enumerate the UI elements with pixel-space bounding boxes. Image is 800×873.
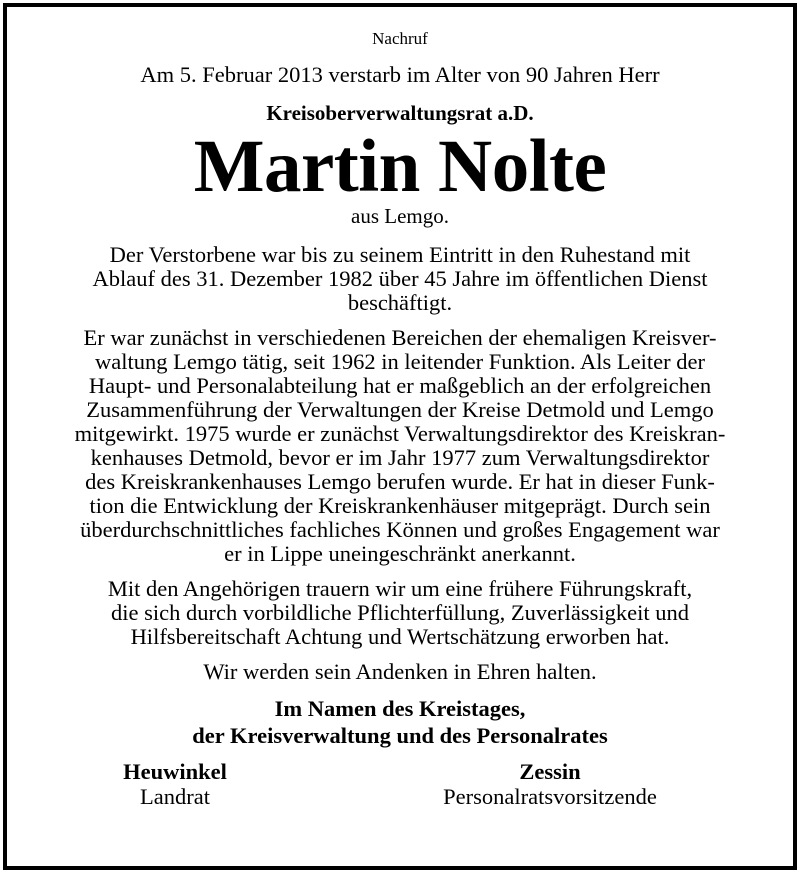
signatory-left xyxy=(80,760,270,810)
on-behalf-line: der Kreisverwaltung und des Personalrates xyxy=(192,723,608,748)
signatory-role: Personalratsvorsitzende xyxy=(443,784,657,809)
signatory-right xyxy=(390,760,710,810)
signatory-name: Zessin xyxy=(519,759,581,784)
paragraph-line: beschäftigt. xyxy=(347,290,453,315)
signatory-name: Heuwinkel xyxy=(123,759,227,784)
paragraph-line: überdurchschnittliches fachliches Können und großes Engagement war xyxy=(80,517,720,542)
paragraph-line: tion die Entwicklung der Kreiskrankenhäuser mitgeprägt. Durch sein xyxy=(89,493,711,518)
on-behalf-line: Im Namen des Kreistages, xyxy=(274,696,526,721)
signatory-role: Landrat xyxy=(140,784,210,809)
paragraph-line: die sich durch vorbildliche Pflichterfüllung, Zuverlässigkeit und xyxy=(111,600,689,625)
paragraph-line: Haupt- und Personalabteilung hat er maßgeblich an der erfolgreichen xyxy=(88,373,712,398)
intro-line: Am 5. Februar 2013 verstarb im Alter von 90 Jahren Herr xyxy=(140,62,660,87)
paragraph-line: Der Verstorbene war bis zu seinem Eintritt in den Ruhestand mit xyxy=(109,242,691,267)
closing-line: Wir werden sein Andenken in Ehren halten. xyxy=(203,659,597,684)
paragraph-line: Zusammenführung der Verwaltungen der Kreise Detmold und Lemgo xyxy=(86,397,714,422)
paragraph-line: Hilfsbereitschaft Achtung und Wertschätzung erworben hat. xyxy=(130,624,670,649)
paragraph-line: Mit den Angehörigen trauern wir um eine frühere Führungskraft, xyxy=(107,576,693,601)
paragraph-line: Er war zunächst in verschiedenen Bereichen der ehemaligen Kreisver- xyxy=(83,325,717,350)
paragraph-line: des Kreiskrankenhauses Lemgo berufen wurde. Er hat in dieser Funk- xyxy=(85,469,715,494)
paragraph-line: er in Lippe uneingeschränkt anerkannt. xyxy=(224,541,576,566)
paragraph-line: Ablauf des 31. Dezember 1982 über 45 Jahre im öffentlichen Dienst xyxy=(92,266,708,291)
deceased-name: Martin Nolte xyxy=(193,125,607,208)
deceased-origin: aus Lemgo. xyxy=(351,204,449,228)
paragraph-line: waltung Lemgo tätig, seit 1962 in leitender Funktion. Als Leiter der xyxy=(95,349,705,374)
paragraph-line: mitgewirkt. 1975 wurde er zunächst Verwaltungsdirektor des Kreiskran- xyxy=(74,421,726,446)
deceased-rank: Kreisoberverwaltungsrat a.D. xyxy=(266,101,534,125)
notice-heading: Nachruf xyxy=(372,29,428,48)
paragraph-line: kenhauses Detmold, bevor er im Jahr 1977 zum Verwaltungsdirektor xyxy=(90,445,710,470)
